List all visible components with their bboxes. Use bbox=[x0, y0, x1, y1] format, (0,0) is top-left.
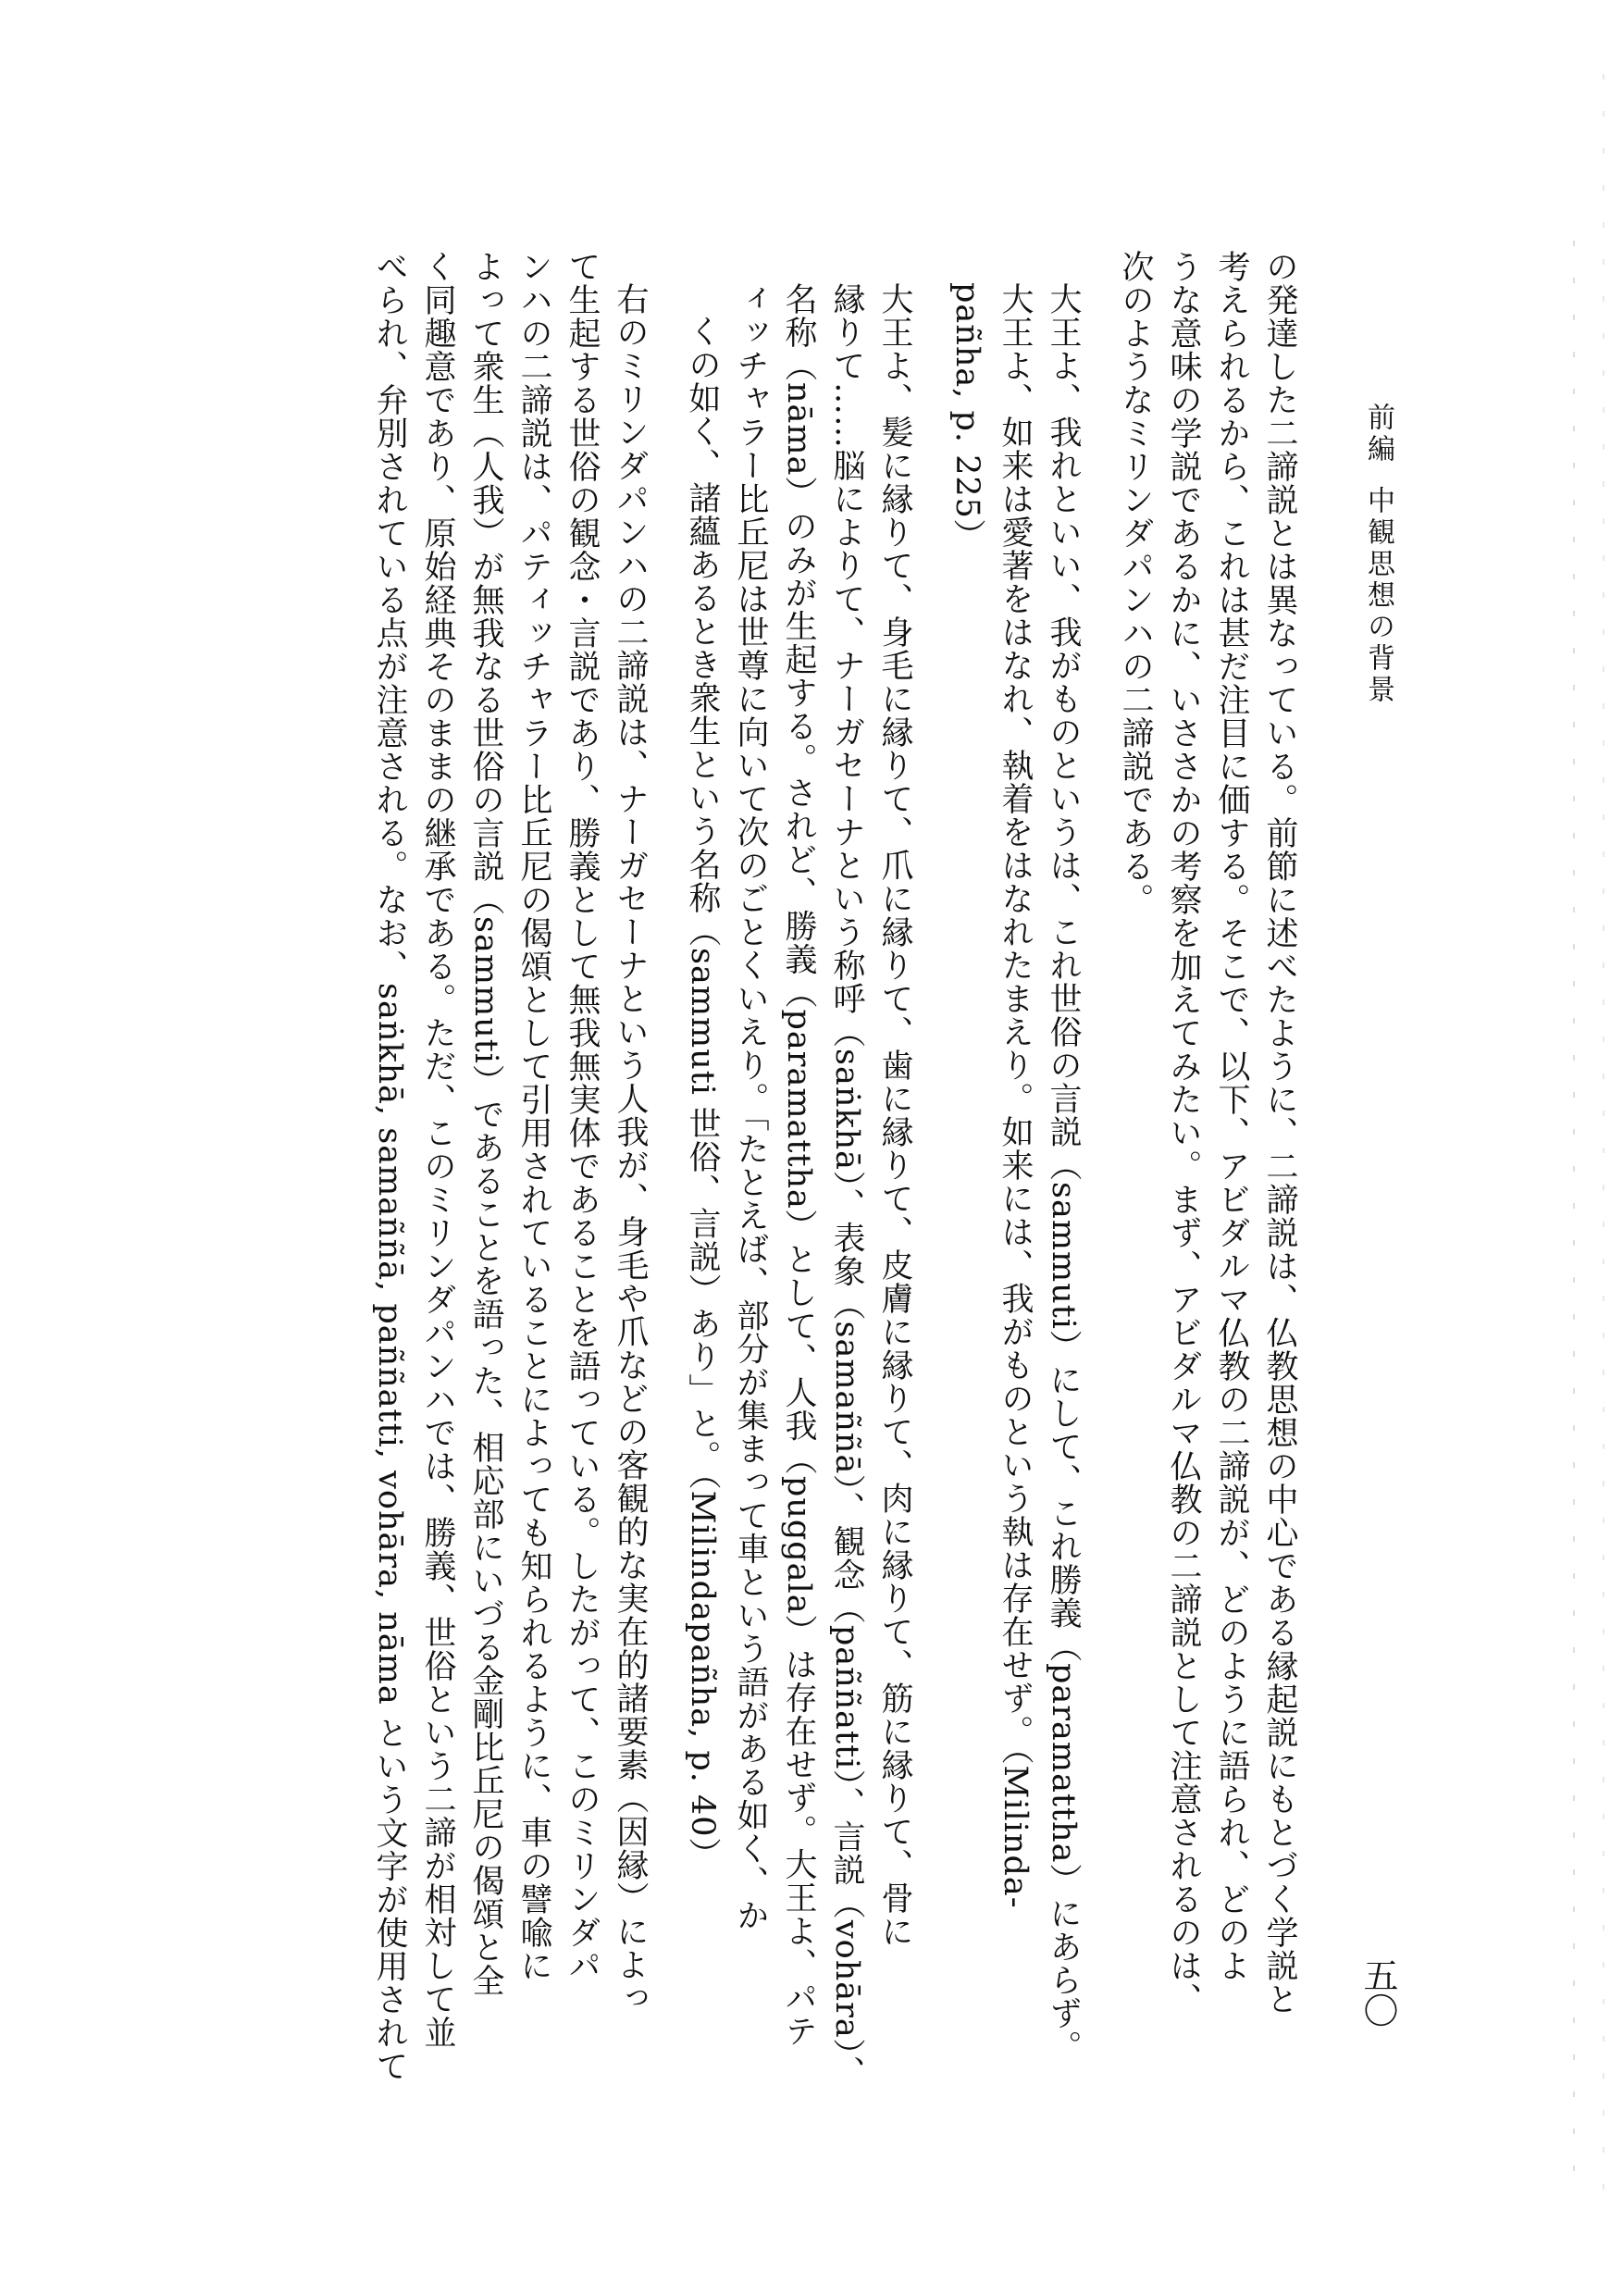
quote-column: 大王よ、如来は愛著をはなれ、執着をはなれたまえり。如来には、我がものという執は存在せず。（Milinda- bbox=[997, 282, 1034, 1909]
text-column: く同趣意であり、原始経典そのままの継承である。ただ、このミリンダパンハでは、勝義、世俗という二諦が相対して並 bbox=[419, 250, 456, 2049]
text-column: よって衆生（人我）が無我なる世俗の言説（sammuti）であることを語った、相応部にいづる金剛比丘尼の偈頌と全 bbox=[467, 250, 504, 1998]
quote-column: 大王よ、我れといい、我がものというは、これ世俗の言説（sammuti）にして、これ勝義（paramattha）にあらず。 bbox=[1045, 282, 1082, 2064]
text-column: うな意味の学説であるかに、いささかの考察を加えてみたい。まず、アビダルマ仏教の二諦説として注意されるのは、 bbox=[1165, 250, 1202, 2016]
text-column: 右のミリンダパンハの二諦説は、ナーガセーナという人我が、身毛や爪などの客観的な実在的諸要素（因縁）によっ bbox=[612, 282, 649, 2015]
running-head-part: 前編 bbox=[1362, 403, 1394, 465]
quote-column: 縁りて……脳によりて、ナーガセーナという称呼（saṅkhā）、表象（samaññā）、観念（paññatti）、言説（vohāra）、 bbox=[828, 282, 865, 2090]
quote-column: ィッチャラー比丘尼は世尊に向いて次のごとくいえり。「たとえば、部分が集まって車という語がある如く、か bbox=[732, 282, 769, 1932]
quote-column: 名称（nāma）のみが生起する。されど、勝義（paramattha）として、人我（puggala）は存在せず。大王よ、パテ bbox=[780, 282, 817, 2048]
text-column: 考えられるから、これは甚だ注目に価する。そこで、以下、アビダルマ仏教の二諦説が、どのように語られ、どのよ bbox=[1213, 250, 1250, 1982]
running-head bbox=[1364, 403, 1392, 706]
body-text bbox=[365, 250, 1304, 2156]
text-column: て生起する世俗の観念・言説であり、勝義として無我無実体であることを語っている。したがって、このミリンダパ bbox=[564, 250, 601, 1982]
quote-column: くの如く、諸蘊あるとき衆生という名称（sammuti 世俗、言説）あり」と。（Milindapañha, p. 40） bbox=[684, 315, 721, 1871]
text-column: 次のようなミリンダパンハの二諦説である。 bbox=[1117, 250, 1154, 916]
scan-artifact bbox=[1603, 74, 1604, 2203]
text-column: べられ、弁別されている点が注意される。なお、saṅkhā, samaññā, paññatti, vohāra, nāma という文字が使用されて bbox=[371, 250, 408, 2083]
running-head-title: 中観思想の背景 bbox=[1362, 486, 1394, 706]
quote-column: 大王よ、髪に縁りて、身毛に縁りて、爪に縁りて、歯に縁りて、皮膚に縁りて、肉に縁りて、筋に縁りて、骨に bbox=[876, 282, 913, 1948]
scan-artifact bbox=[1573, 241, 1575, 2203]
quote-column: pañha, p. 225） bbox=[948, 282, 985, 552]
page-number: 五〇 bbox=[1357, 1957, 1398, 2028]
text-column: ンハの二諦説は、パティッチャラー比丘尼の偈頌として引用されていることによっても知られるように、車の譬喩に bbox=[515, 250, 552, 1982]
text-column: の発達した二諦説とは異なっている。前節に述べたように、二諦説は、仏教思想の中心である縁起説にもとづく学説と bbox=[1261, 250, 1298, 2016]
